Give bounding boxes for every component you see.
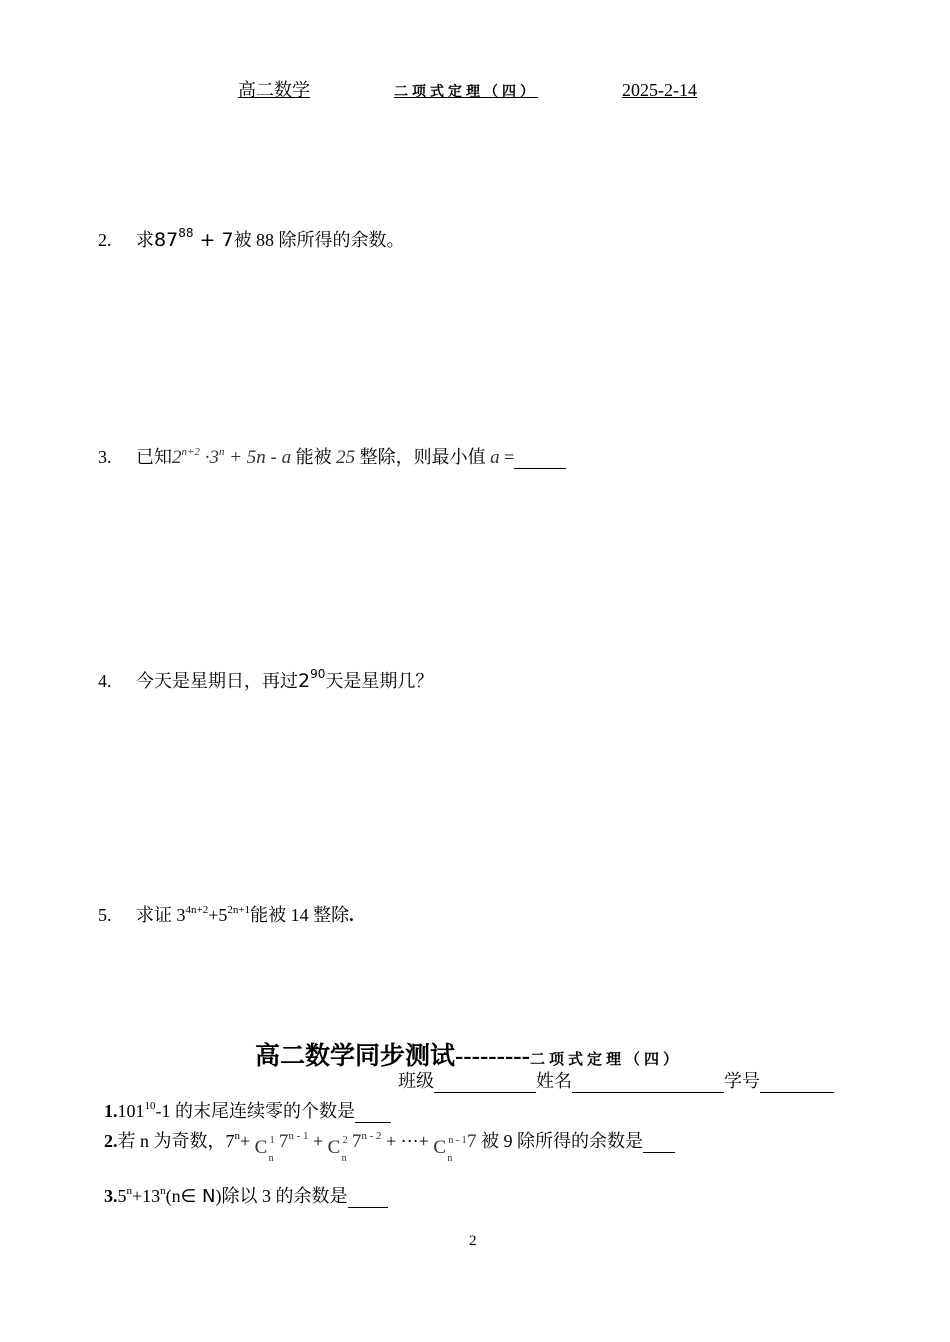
header-topic: 二项式定理（四） [394,85,538,100]
answer-blank[interactable] [348,1189,388,1208]
combination-term: C 2 n [327,1135,348,1164]
test-item-1: 1.101$^{10}$-1 的末尾连续零的个数是 [104,1097,391,1123]
section-title: 高二数学同步测试---------二项式定理（四） [255,1043,682,1070]
question-5: 5. 求证 $3^{4n+2}+5^{2n+1}$能被 14 整除. [98,904,354,925]
answer-blank[interactable] [643,1134,675,1153]
student-id-field[interactable] [760,1074,834,1093]
math-expression: $87^{88} + 7$ [154,226,234,251]
page-header [238,76,697,102]
test-item-2: 2.若 n 为奇数，$7^n+ C$ 1 n $7^{n - 1} + C$ 2 n $7^{n - 2}$ + ···+ C n - 1 n 7 被 9 除所得的余数是 [104,1127,675,1153]
combination-term: C 1 n [254,1135,275,1164]
math-expression: $2^{90}$ [298,667,326,692]
header-subject: 高二数学 [238,80,310,100]
question-number: 5. [98,905,112,925]
student-info-line: 班级 姓名 学号 [398,1067,834,1093]
class-field[interactable] [434,1074,536,1093]
page-number: 2 [469,1233,477,1249]
question-number: 4. [98,671,112,691]
answer-blank[interactable] [514,450,566,469]
question-4: 4. 今天是星期日，再过$2^{90}$天是星期几？ [98,667,434,692]
question-2: 2. 求$87^{88} + 7$被 88 除所得的余数。 [98,226,405,251]
combination-term: C n - 1 n [433,1135,467,1164]
answer-blank[interactable] [355,1104,391,1123]
question-number: 3. [98,447,112,467]
header-date: 2025-2-14 [622,80,697,100]
question-3: 3. 已知$2^{n+2} \cdot 3^n + 5n - a$ 能被 25 整除，则最小值 a = [98,443,566,469]
name-field[interactable] [572,1074,724,1093]
test-item-3: $3.5^n+13^n(n\in$ N)除以 3 的余数是 [104,1182,388,1208]
math-expression: $2^{n+2} \cdot 3^n + 5n - a$ [172,446,292,468]
question-number: 2. [98,230,112,250]
